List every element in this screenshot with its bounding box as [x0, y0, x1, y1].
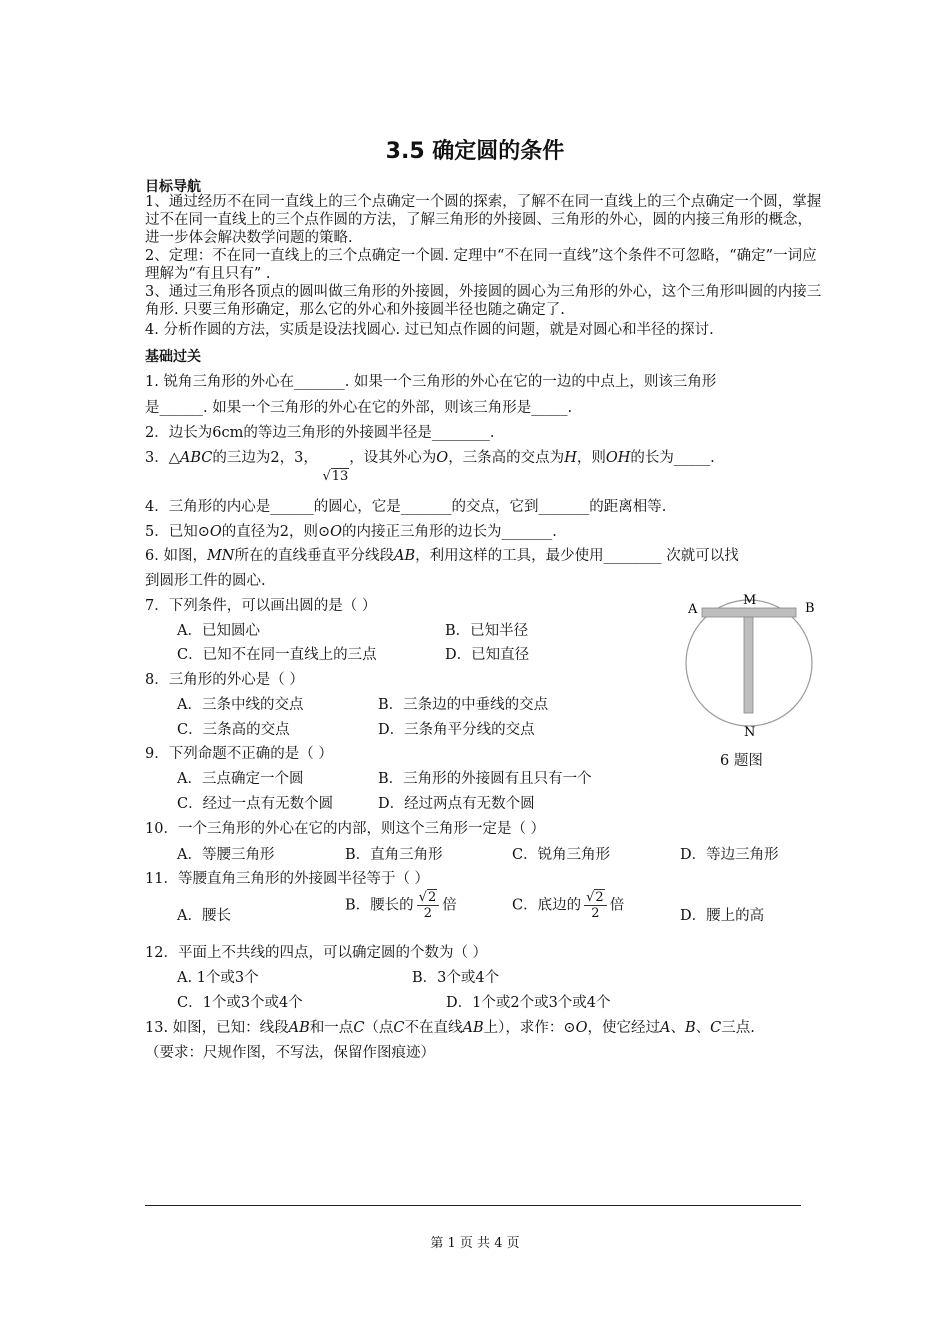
q9-option-b: B．三角形的外接圆有且只有一个 — [378, 771, 592, 787]
q7-option-c: C．已知不在同一直线上的三点 — [177, 647, 377, 663]
q7-option-a: A．已知圆心 — [177, 623, 260, 639]
question-9: 9．下列命题不正确的是（ ） — [145, 746, 333, 762]
q12-option-d: D．1个或2个或3个或4个 — [446, 995, 611, 1011]
q11-option-b: B．腰长的 $\frac{√2}{2}$ 倍 — [345, 890, 457, 921]
q8-option-b: B．三条边的中垂线的交点 — [378, 697, 549, 713]
footer-divider — [145, 1205, 801, 1206]
ruler-bar-ab — [702, 608, 796, 617]
q10-option-b: B．直角三角形 — [345, 847, 443, 863]
section-heading-goals: 目标导航 — [145, 179, 201, 195]
q7-option-b: B．已知半径 — [445, 623, 529, 639]
question-12: 12．平面上不共线的四点，可以确定圆的个数为（ ） — [145, 945, 488, 961]
label-a: A — [688, 602, 698, 617]
q9-option-a: A．三点确定一个圆 — [177, 771, 304, 787]
q8-option-d: D．三条角平分线的交点 — [378, 722, 535, 738]
q11-option-d: D．腰上的高 — [680, 908, 765, 924]
q11-option-a: A．腰长 — [177, 908, 231, 924]
question-8: 8．三角形的外心是（ ） — [145, 672, 304, 688]
label-n: N — [744, 725, 756, 740]
page-footer: 第 1 页 共 4 页 — [430, 1236, 520, 1251]
goal-4: 4. 分析作圆的方法，实质是设法找圆心. 过已知点作圆的问题，就是对圆心和半径的探讨. — [145, 322, 714, 338]
q12-option-a: A. 1个或3个 — [177, 970, 259, 986]
q10-option-d: D．等边三角形 — [680, 847, 779, 863]
sqrt-13: √13 — [322, 469, 349, 484]
question-10: 10．一个三角形的外心在它的内部，则这个三角形一定是（ ） — [145, 821, 546, 837]
question-2: 2．边长为6cm的等边三角形的外接圆半径是________. — [145, 425, 495, 441]
question-3: 3．△ABC的三边为2，3， √13，设其外心为O，三条高的交点为H，则OH的长为_____. — [145, 450, 715, 484]
question-4: 4．三角形的内心是______的圆心，它是_______的交点，它到_______的距离相等. — [145, 499, 667, 515]
q12-option-b: B．3个或4个 — [412, 970, 500, 986]
q9-option-c: C．经过一点有无数个圆 — [177, 796, 334, 812]
figure-caption: 6 题图 — [720, 753, 763, 769]
q8-option-a: A．三条中线的交点 — [177, 697, 304, 713]
question-13-line-1: 13. 如图，已知：线段AB和一点C（点C不在直线AB上），求作：⊙O，使它经过A、B、C三点. — [145, 1020, 755, 1036]
fraction-sqrt2-over-2: $\frac{√2}{2}$ — [584, 890, 607, 921]
question-6-line-1: 6. 如图，MN所在的直线垂直平分线段AB，利用这样的工具，最少使用________ 次就可以找 — [145, 548, 739, 564]
goal-3: 3、通过三角形各顶点的圆叫做三角形的外接圆，外接圆的圆心为三角形的外心，这个三角形叫圆的内接三角形. 只要三角形确定，那么它的外心和外接圆半径也随之确定了. — [145, 284, 822, 318]
q11-option-c: C．底边的 $\frac{√2}{2}$ 倍 — [512, 890, 625, 921]
goal-2: 2、定理：不在同一直线上的三个点确定一个圆. 定理中“不在同一直线”这个条件不可忽略，“确定”一词应理解为“有且只有” . — [145, 248, 817, 282]
page-title: 3.5 确定圆的条件 — [385, 139, 565, 164]
fraction-sqrt2-over-2: $\frac{√2}{2}$ — [417, 890, 440, 921]
label-b: B — [805, 601, 815, 616]
q8-option-c: C．三条高的交点 — [177, 722, 290, 738]
question-7: 7．下列条件，可以画出圆的是（ ） — [145, 598, 377, 614]
question-11: 11．等腰直角三角形的外接圆半径等于（ ） — [145, 871, 430, 887]
q12-option-c: C．1个或3个或4个 — [177, 995, 303, 1011]
ruler-stem-mn — [744, 617, 753, 713]
section-heading-basics: 基础过关 — [145, 349, 201, 365]
question-1-line-1: 1. 锐角三角形的外心在_______. 如果一个三角形的外心在它的一边的中点上，则该三角形 — [145, 374, 717, 390]
q10-option-a: A．等腰三角形 — [177, 847, 275, 863]
q10-option-c: C．锐角三角形 — [512, 847, 611, 863]
q7-option-d: D．已知直径 — [445, 647, 530, 663]
question-1-line-2: 是______. 如果一个三角形的外心在它的外部，则该三角形是_____. — [145, 400, 573, 416]
question-13-line-2: （要求：尺规作图，不写法，保留作图痕迹） — [145, 1045, 435, 1061]
label-m: M — [743, 593, 757, 608]
question-5: 5．已知⊙O的直径为2，则⊙O的内接正三角形的边长为_______. — [145, 524, 557, 540]
question-6-line-2: 到圆形工件的圆心. — [145, 573, 266, 589]
goal-1: 1、通过经历不在同一直线上的三个点确定一个圆的探索，了解不在同一直线上的三个点确定一个圆，掌握过不在同一直线上的三个点作圆的方法，了解三角形的外接圆、三角形的外心，圆的内接三角形的概念，进一步体会解决数学问题的策略. — [145, 194, 822, 246]
q9-option-d: D．经过两点有无数个圆 — [378, 796, 535, 812]
